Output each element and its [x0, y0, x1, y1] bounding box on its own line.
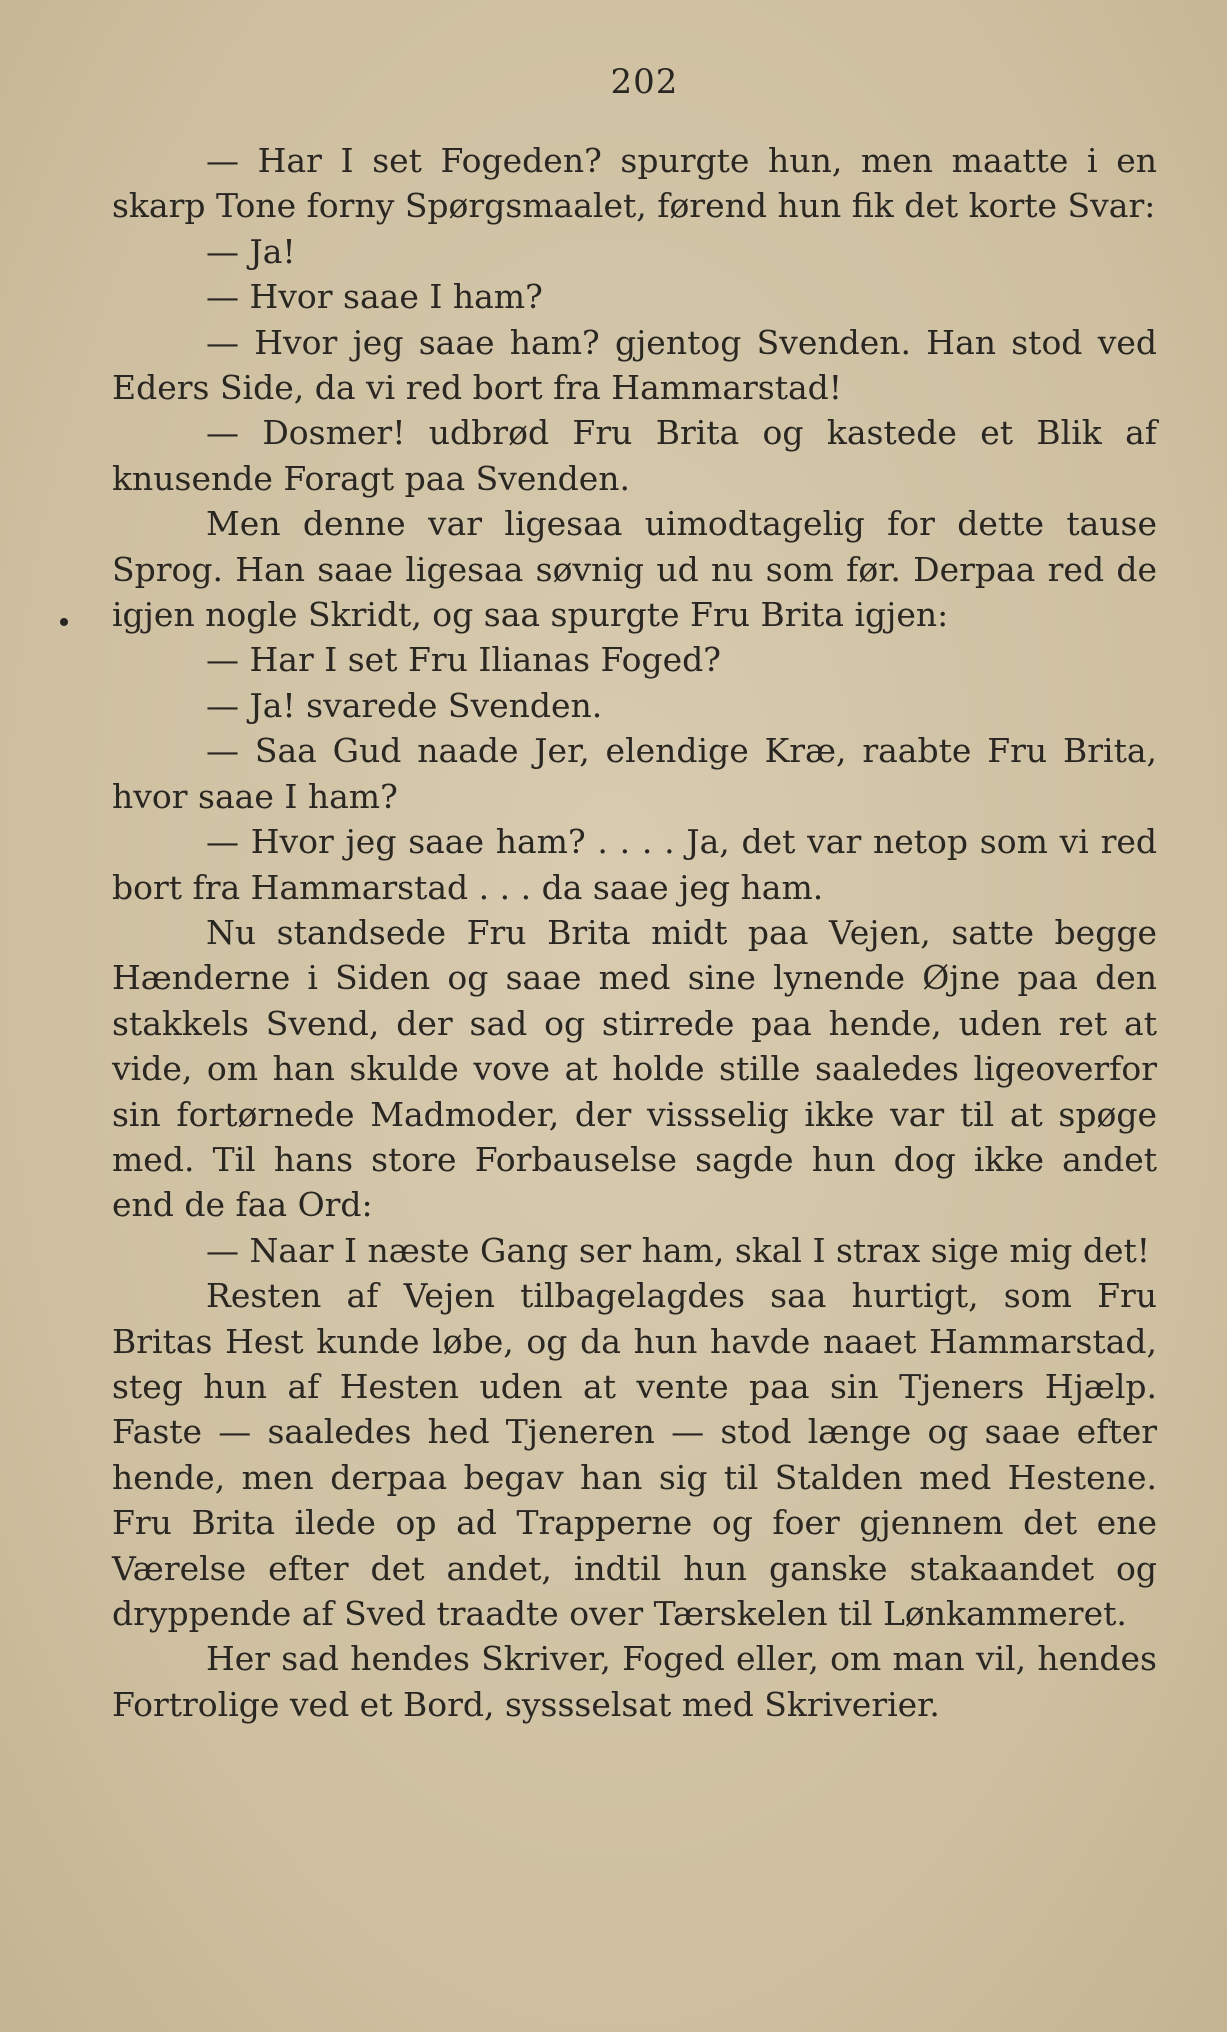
paragraph: — Har I set Fogeden? spurgte hun, men maatte i en skarp Tone forny Spørgsmaalet, førend hun fik det korte Svar: — [112, 141, 1157, 226]
paragraph: — Saa Gud naade Jer, elendige Kræ, raabte Fru Brita, hvor saae I ham? — [112, 731, 1157, 816]
paragraph: — Dosmer! udbrød Fru Brita og kastede et Blik af knusende Foragt paa Svenden. — [112, 413, 1157, 498]
paragraph: — Hvor jeg saae ham? gjentog Svenden. Han stod ved Eders Side, da vi red bort fra Hammarstad! — [112, 322, 1157, 408]
paragraph: — Hvor saae I ham? — [206, 277, 543, 317]
paragraph: Her sad hendes Skriver, Foged eller, om man vil, hendes Fortrolige ved et Bord, syssselsat med Skriverier. — [112, 1639, 1157, 1724]
body-text — [112, 138, 1157, 1727]
paragraph: — Har I set Fru Ilianas Foged? — [206, 640, 721, 680]
paragraph: — Naar I næste Gang ser ham, skal I strax sige mig det! — [206, 1230, 1151, 1270]
page-number: 202 — [610, 62, 679, 102]
paragraph: — Ja! — [206, 231, 296, 271]
paragraph: — Ja! svarede Svenden. — [206, 685, 603, 725]
paragraph: — Hvor jeg saae ham? . . . . Ja, det var netop som vi red bort fra Hammarstad . . . da saae jeg ham. — [112, 822, 1157, 907]
paragraph: Nu standsede Fru Brita midt paa Vejen, satte begge Hænderne i Siden og saae med sine lynende Øjne paa den stakkels Svend, der sad og stirrede paa hende, uden ret at vide, om han skulde vove at holde stille saaledes ligeoverfor sin fortørnede Madmoder, der vissselig ikke var til at spøge med. Til hans store Forbauselse sagde hun dog ikke andet end de faa Ord: — [112, 912, 1157, 1225]
paragraph: Resten af Vejen tilbagelagdes saa hurtigt, som Fru Britas Hest kunde løbe, og da hun havde naaet Hammarstad, steg hun af Hesten uden at vente paa sin Tjeners Hjælp. Faste — saaledes hed Tjeneren — stod længe og saae efter hende, men derpaa begav han sig til Stalden med Hestene. Fru Brita ilede op ad Trapperne og foer gjennem det ene Værelse efter det andet, indtil hun ganske stakaandet og dryppende af Sved traadte over Tærskelen til Lønkammeret. — [112, 1276, 1157, 1633]
ink-spot — [60, 618, 68, 626]
paragraph: Men denne var ligesaa uimodtagelig for dette tause Sprog. Han saae ligesaa søvnig ud nu som før. Derpaa red de igjen nogle Skridt, og saa spurgte Fru Brita igjen: — [112, 504, 1157, 635]
